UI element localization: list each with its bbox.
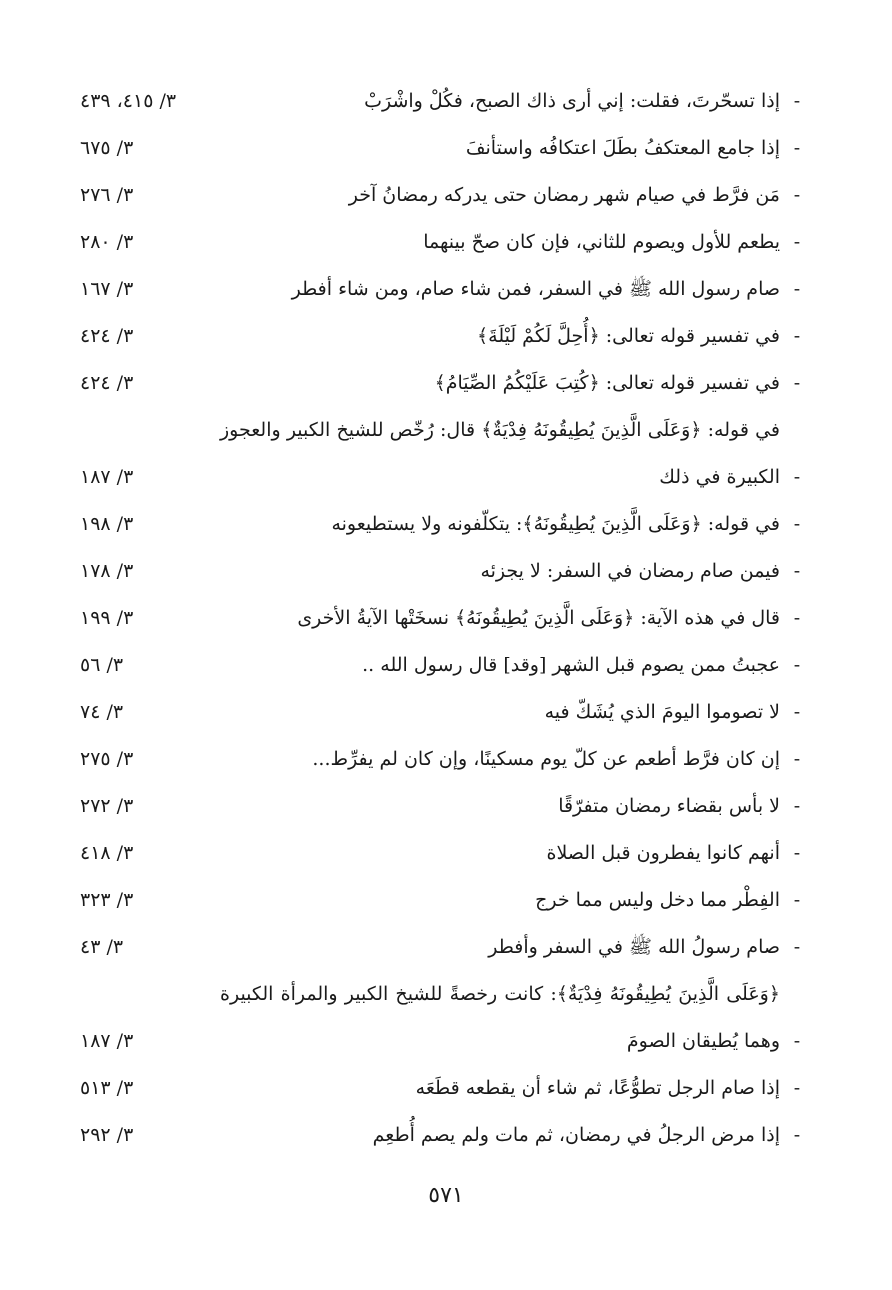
index-entry [80, 219, 810, 266]
entry-reference: ٣/ ١٨٧ [80, 1030, 134, 1052]
entry-dash: - [793, 748, 801, 770]
entry-reference: ٣/ ٤٣ [80, 936, 124, 958]
entry-dash: - [793, 842, 801, 864]
entry-reference: ٣/ ٦٧٥ [80, 137, 134, 159]
entry-text: إذا مرض الرجلُ في رمضان، ثم مات ولم يصم أُطعِم [372, 1124, 780, 1146]
entry-reference: ٣/ ٣٢٣ [80, 889, 134, 911]
entry-dash: - [793, 466, 801, 488]
entry-dash: - [793, 513, 801, 535]
page-number: ٥٧١ [428, 1183, 464, 1208]
entry-text: مَن فرَّط في صيام شهر رمضان حتى يدركه رمضانُ آخر [348, 184, 780, 206]
entry-text: أنهم كانوا يفطرون قبل الصلاة [546, 842, 780, 864]
entry-text: قال في هذه الآية: ﴿وَعَلَى الَّذِينَ يُطِيقُونَهُ﴾ نسخَتْها الآيةُ الأخرى [297, 607, 780, 629]
entry-text: فيمن صام رمضان في السفر: لا يجزئه [480, 560, 780, 582]
entry-text: إذا صام الرجل تطوُّعًا، ثم شاء أن يقطعه قطَعَه [415, 1077, 780, 1099]
entry-reference: ٣/ ٤٢٤ [80, 325, 134, 347]
entry-dash: - [793, 90, 801, 112]
entry-text: إذا تسحّرتَ، فقلت: إني أرى ذاك الصبح، فكُلْ واشْرَبْ [364, 90, 780, 112]
entry-dash: - [793, 701, 801, 723]
entry-dash: - [793, 1077, 801, 1099]
index-entry [80, 736, 810, 783]
entry-text: صام رسول الله ﷺ في السفر، فمن شاء صام، ومن شاء أفطر [291, 278, 780, 300]
entry-reference: ٣/ ٢٧٢ [80, 795, 134, 817]
entry-dash: - [793, 607, 801, 629]
entry-reference: ٣/ ٧٤ [80, 701, 124, 723]
entry-dash: - [793, 231, 801, 253]
entry-reference: ٣/ ٢٧٥ [80, 748, 134, 770]
entry-dash: - [793, 325, 801, 347]
entry-dash: - [793, 889, 801, 911]
entry-text: في قوله: ﴿وَعَلَى الَّذِينَ يُطِيقُونَهُ فِدْيَةٌ﴾ قال: رُخّص للشيخ الكبير والعجوز الكبيرة في ذلك [220, 419, 780, 488]
entry-text: في قوله: ﴿وَعَلَى الَّذِينَ يُطِيقُونَهُ﴾: يتكلّفونه ولا يستطيعونه [331, 513, 780, 535]
index-entry [80, 266, 810, 313]
index-entry [80, 548, 810, 595]
entry-dash: - [793, 795, 801, 817]
entry-text: في تفسير قوله تعالى: ﴿أُحِلَّ لَكُمْ لَيْلَةَ﴾ [477, 325, 780, 347]
index-entry [80, 689, 810, 736]
entry-reference: ٣/ ٤١٨ [80, 842, 134, 864]
entry-dash: - [793, 278, 801, 300]
entry-dash: - [793, 936, 801, 958]
entry-reference: ٣/ ٥١٣ [80, 1077, 134, 1099]
entry-dash: - [793, 137, 801, 159]
index-entry [80, 125, 810, 172]
entry-text: لا بأس بقضاء رمضان متفرّقًا [558, 795, 780, 817]
index-entry [80, 172, 810, 219]
entry-text: إن كان فرَّط أطعم عن كلّ يوم مسكينًا، وإن كان لم يفرِّط... [312, 748, 780, 770]
entry-reference: ٣/ ١٧٨ [80, 560, 134, 582]
entry-dash: - [793, 654, 801, 676]
index-entry [80, 783, 810, 830]
index-entry [80, 78, 810, 125]
entry-text: عجبتُ ممن يصوم قبل الشهر [وقد] قال رسول الله .. [362, 654, 780, 676]
entry-dash: - [793, 560, 801, 582]
index-entry [80, 501, 810, 548]
entry-text: صام رسولُ الله ﷺ في السفر وأفطر [488, 936, 780, 958]
entry-text: لا تصوموا اليومَ الذي يُشَكّ فيه [544, 701, 780, 723]
index-entry [80, 1065, 810, 1112]
entry-reference: ٣/ ٤١٥، ٤٣٩ [80, 90, 177, 112]
index-entry [80, 360, 810, 407]
entry-reference: ٣/ ٢٩٢ [80, 1124, 134, 1146]
entry-dash: - [793, 372, 801, 394]
index-entry [80, 595, 810, 642]
entry-dash: - [793, 1124, 801, 1146]
entry-reference: ٣/ ٤٢٤ [80, 372, 134, 394]
entry-reference: ٣/ ٥٦ [80, 654, 124, 676]
index-entries [80, 78, 810, 1159]
entry-dash: - [793, 184, 801, 206]
entry-text: ﴿وَعَلَى الَّذِينَ يُطِيقُونَهُ فِدْيَةٌ﴾: كانت رخصةً للشيخ الكبير والمرأة الكبيرة وهما يُطيقان الصومَ [220, 983, 780, 1052]
index-entry [80, 642, 810, 689]
entry-text: يطعم للأول ويصوم للثاني، فإن كان صحّ بينهما [423, 231, 780, 253]
index-entry [80, 830, 810, 877]
entry-text: الفِطْر مما دخل وليس مما خرج [535, 889, 780, 911]
index-entry [80, 1112, 810, 1159]
entry-dash: - [793, 1030, 801, 1052]
entry-reference: ٣/ ١٩٩ [80, 607, 134, 629]
index-entry [80, 877, 810, 924]
index-entry [80, 924, 810, 971]
entry-reference: ٣/ ٢٧٦ [80, 184, 134, 206]
index-entry [80, 407, 810, 501]
entry-text: في تفسير قوله تعالى: ﴿كُتِبَ عَلَيْكُمُ الصِّيَامُ﴾ [434, 372, 780, 394]
entry-reference: ٣/ ١٩٨ [80, 513, 134, 535]
entry-reference: ٣/ ١٦٧ [80, 278, 134, 300]
index-entry [80, 971, 810, 1065]
entry-text: إذا جامع المعتكفُ بطَلَ اعتكافُه واستأنفَ [465, 137, 780, 159]
entry-reference: ٣/ ١٨٧ [80, 466, 134, 488]
entry-reference: ٣/ ٢٨٠ [80, 231, 134, 253]
index-entry [80, 313, 810, 360]
